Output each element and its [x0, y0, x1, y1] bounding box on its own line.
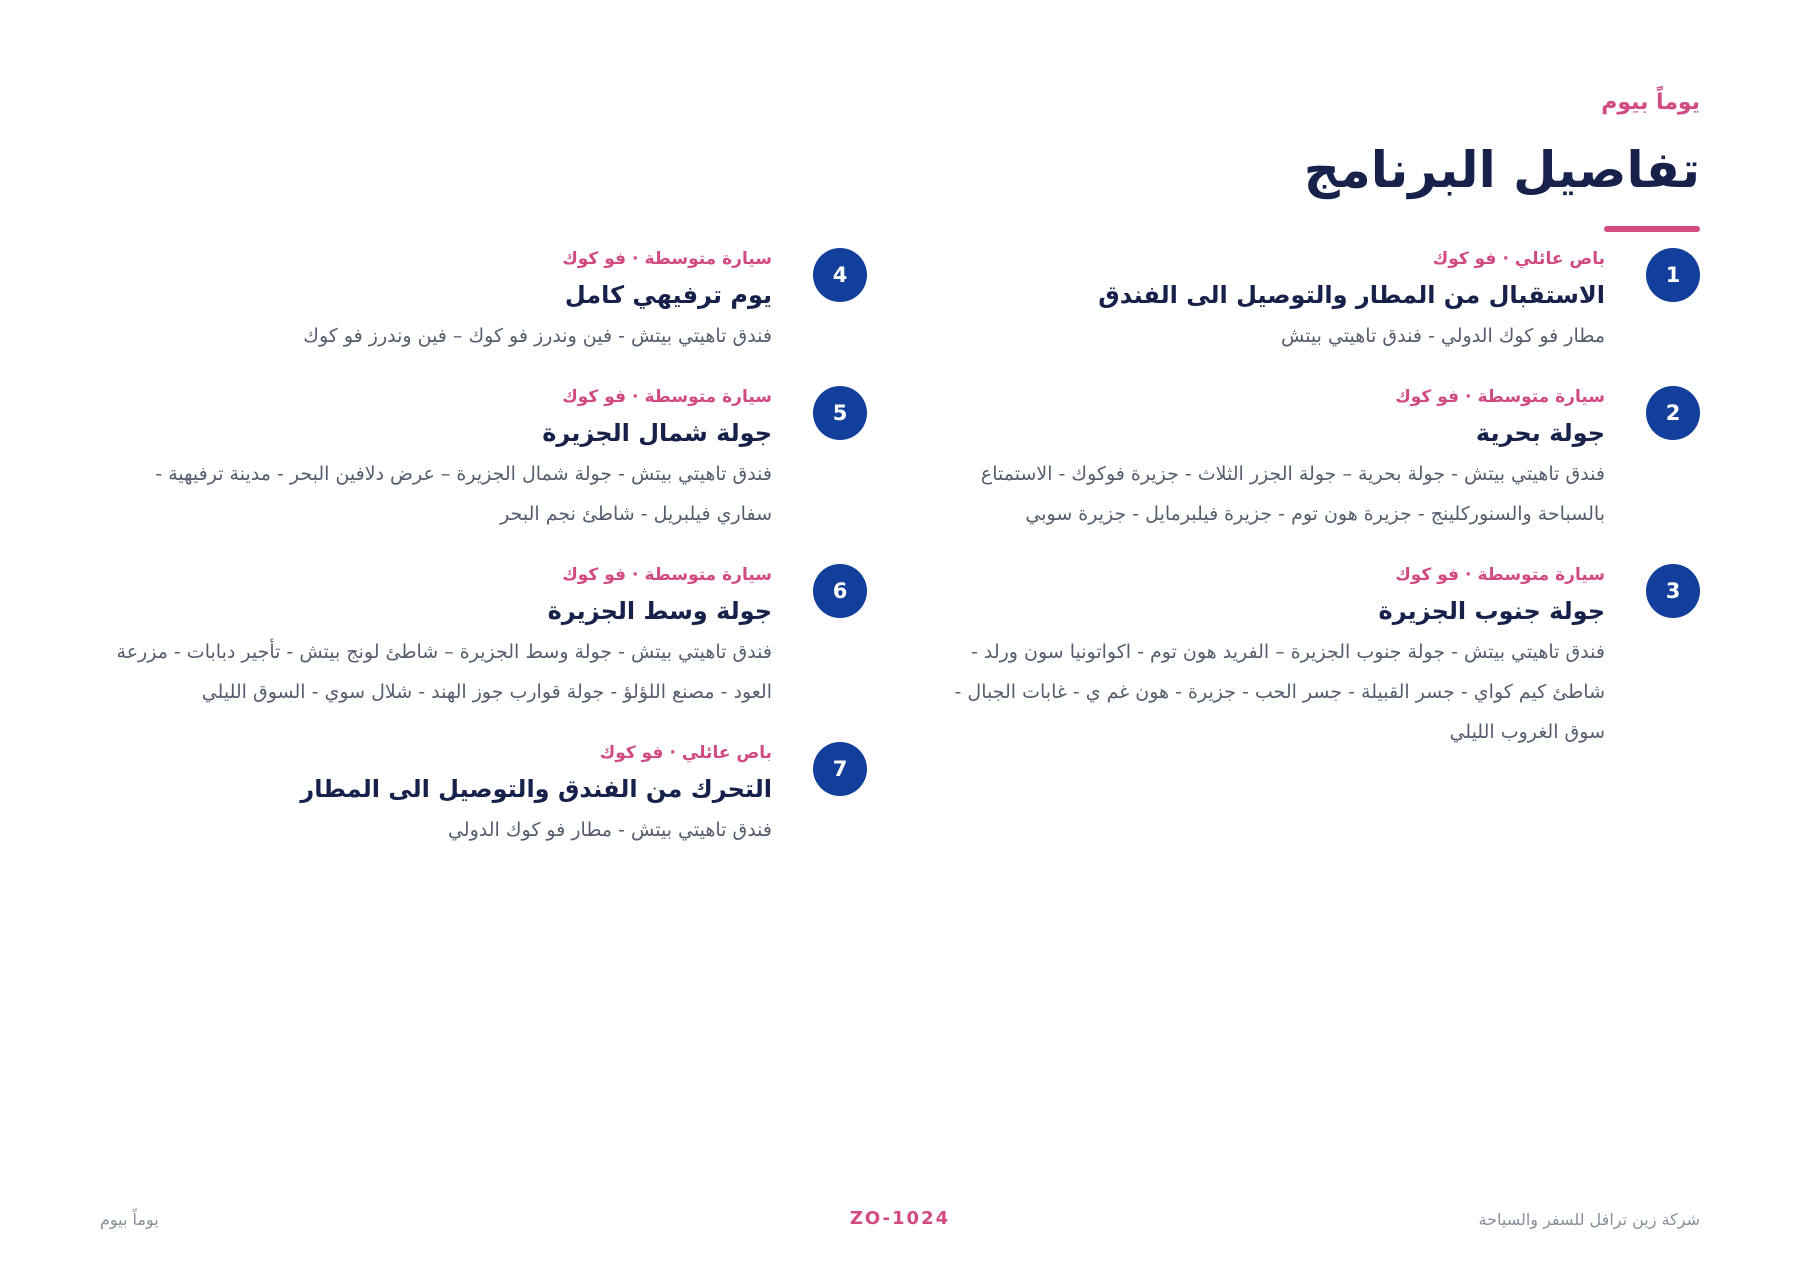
- meta-separator: ·: [1465, 565, 1472, 585]
- itinerary-item: [940, 246, 1700, 356]
- vehicle-label: سيارة متوسطة: [644, 387, 772, 407]
- item-description: فندق تاهيتي بيتش - جولة جنوب الجزيرة – الفريد هون توم - اكواتونيا سون ورلد - شاطئ كيم كواي - جسر القبيلة - جسر الحب - جزيرة - هون غم ي - غابات الجبال - سوق الغروب الليلي: [954, 641, 1605, 743]
- meta-separator: ·: [632, 387, 639, 407]
- day-number-badge: 4: [813, 248, 867, 302]
- meta-separator: ·: [632, 565, 639, 585]
- page-header: [1000, 86, 1700, 232]
- location-label: فو كوك: [1395, 565, 1460, 585]
- item-meta: [107, 562, 772, 588]
- item-title: جولة وسط الجزيرة: [547, 597, 772, 625]
- itinerary-item: [107, 562, 867, 712]
- vehicle-label: سيارة متوسطة: [644, 249, 772, 269]
- item-title: جولة بحرية: [1475, 419, 1605, 447]
- item-meta: [107, 384, 772, 410]
- itinerary-column-left: [107, 246, 867, 878]
- item-description: فندق تاهيتي بيتش - فين وندرز فو كوك – فين وندرز فو كوك: [303, 325, 772, 347]
- item-description: فندق تاهيتي بيتش - جولة شمال الجزيرة – عرض دلافين البحر - مدينة ترفيهية - سفاري فيلبريل - شاطئ نجم البحر: [155, 463, 772, 525]
- item-meta: [940, 246, 1605, 272]
- item-description: فندق تاهيتي بيتش - جولة وسط الجزيرة – شاطئ لونج بيتش - تأجير دبابات - مزرعة العود - مصنع اللؤلؤ - جولة قوارب جوز الهند - شلال سوي - السوق الليلي: [116, 641, 772, 703]
- day-number-badge: 7: [813, 742, 867, 796]
- item-meta: [940, 384, 1605, 410]
- page-footer: [100, 1210, 1700, 1240]
- location-label: فو كوك: [1395, 387, 1460, 407]
- item-title: جولة شمال الجزيرة: [542, 419, 772, 447]
- itinerary-item: [107, 740, 867, 850]
- page-eyebrow: يوماً بيوم: [1601, 90, 1700, 115]
- vehicle-label: سيارة متوسطة: [1477, 565, 1605, 585]
- itinerary-column-right: [940, 246, 1700, 780]
- item-meta: [940, 562, 1605, 588]
- item-title: الاستقبال من المطار والتوصيل الى الفندق: [1098, 281, 1605, 309]
- item-description: فندق تاهيتي بيتش - مطار فو كوك الدولي: [447, 819, 772, 841]
- day-number-badge: 6: [813, 564, 867, 618]
- itinerary-item: [940, 384, 1700, 534]
- footer-code: ZO-1024: [849, 1208, 951, 1229]
- vehicle-label: سيارة متوسطة: [644, 565, 772, 585]
- location-label: فو كوك: [562, 565, 627, 585]
- footer-label: يوماً بيوم: [100, 1210, 159, 1229]
- item-description: مطار فو كوك الدولي - فندق تاهيتي بيتش: [1280, 325, 1605, 347]
- item-meta: [107, 740, 772, 766]
- page-title: تفاصيل البرنامج: [1303, 141, 1700, 199]
- location-label: فو كوك: [599, 743, 664, 763]
- vehicle-label: سيارة متوسطة: [1477, 387, 1605, 407]
- meta-separator: ·: [1502, 249, 1509, 269]
- meta-separator: ·: [632, 249, 639, 269]
- location-label: فو كوك: [562, 387, 627, 407]
- day-number-badge: 2: [1646, 386, 1700, 440]
- itinerary-item: [107, 384, 867, 534]
- title-underline: [1604, 226, 1700, 232]
- item-title: جولة جنوب الجزيرة: [1378, 597, 1605, 625]
- item-description: فندق تاهيتي بيتش - جولة بحرية – جولة الجزر الثلاث - جزيرة فوكوك - الاستمتاع بالسباحة والسنوركلينج - جزيرة هون توم - جزيرة فيلبرمايل - جزيرة سوبي: [980, 463, 1605, 525]
- vehicle-label: باص عائلي: [1514, 249, 1605, 269]
- meta-separator: ·: [1465, 387, 1472, 407]
- itinerary-item: [940, 562, 1700, 752]
- item-title: يوم ترفيهي كامل: [564, 281, 772, 309]
- day-number-badge: 5: [813, 386, 867, 440]
- day-number-badge: 1: [1646, 248, 1700, 302]
- item-title: التحرك من الفندق والتوصيل الى المطار: [300, 775, 772, 803]
- location-label: فو كوك: [1432, 249, 1497, 269]
- item-meta: [107, 246, 772, 272]
- day-number-badge: 3: [1646, 564, 1700, 618]
- itinerary-item: [107, 246, 867, 356]
- footer-company: شركة زين ترافل للسفر والسياحة: [1478, 1210, 1700, 1229]
- location-label: فو كوك: [562, 249, 627, 269]
- meta-separator: ·: [669, 743, 676, 763]
- vehicle-label: باص عائلي: [681, 743, 772, 763]
